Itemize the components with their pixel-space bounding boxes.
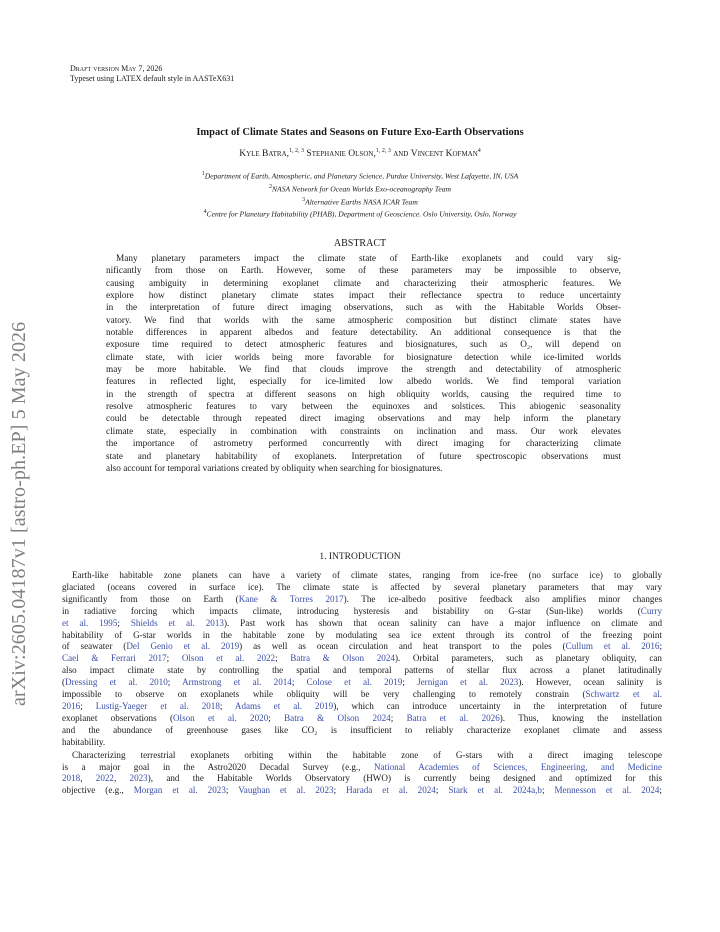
citation-link[interactable]: Del Genio et al. 2019: [126, 641, 240, 652]
abstract-line: vatory. We find that worlds with the same atmospheric composition but distinct climate states have: [106, 315, 621, 326]
body-text: also impact climate state by controlling the spatial and temporal patterns of stellar flux across a planet latitudinally: [62, 665, 662, 676]
body-text: and the abundance of greenhouse gases like CO₂ is insufficient to reliably characterize exoplanet climate and assess: [62, 724, 662, 735]
text-line: [62, 641, 662, 653]
section-heading-introduction: 1. INTRODUCTION: [319, 552, 401, 562]
abstract-line: climate state, with icier worlds being more favorable for biosignature detection while ice-limited worlds: [106, 352, 621, 363]
abstract-line: resolve atmospheric features to vary between the equinoxes and solstices. This abiogenic seasonality: [106, 402, 621, 413]
body-text: ;: [435, 785, 449, 796]
citation-link[interactable]: Schwartz et al.: [585, 689, 663, 700]
author-name[interactable]: Vincent Kofman: [410, 149, 478, 160]
affiliation-number: 2: [268, 183, 272, 190]
body-text: glaciated (oceans covered in surface ice). The climate state is affected by several planetary parameters that may vary: [62, 581, 662, 592]
body-text: of seawater (: [62, 641, 127, 652]
text-line: [62, 785, 662, 797]
citation-link[interactable]: Olson et al. 2022: [181, 653, 276, 664]
citation-link[interactable]: 2018: [62, 773, 81, 784]
text-line: [62, 665, 662, 677]
body-text: ;: [402, 677, 418, 688]
author-affiliation-marks: 1, 2, 3: [289, 148, 305, 154]
text-line: [62, 594, 662, 606]
text-line: [62, 689, 662, 701]
text-line: [62, 606, 662, 618]
affiliation-number: 1: [201, 171, 205, 177]
draft-version-line: Draft version May 7, 2026: [70, 64, 163, 73]
text-line: [62, 737, 662, 749]
affiliation-number: 3: [302, 196, 306, 203]
body-text: ). Thus, knowing the instellation: [499, 712, 662, 723]
affiliation-line: [0, 169, 720, 182]
citation-link[interactable]: Mennesson et al. 2024: [554, 785, 660, 796]
citation-link[interactable]: 2016: [62, 700, 81, 711]
text-line: [62, 750, 662, 762]
abstract-line: also account for temporal variations created by obliquity when searching for biosignatures.: [106, 463, 443, 474]
body-text: ;: [659, 785, 662, 796]
abstract-line: explore how distinct planetary climate states impact their reflectance spectra to reduce uncertainty: [106, 291, 621, 302]
text-line: [62, 773, 662, 785]
abstract-line: exposure time required to detect atmospheric features and biosignatures, such as O₂, will depend on: [106, 340, 621, 351]
citation-link[interactable]: Cael & Ferrari 2017: [62, 653, 167, 664]
body-text: ). Past work has shown that ocean salinity can have a major influence on climate and: [223, 617, 662, 628]
text-line: [62, 630, 662, 642]
citation-link[interactable]: Olson et al. 2020: [172, 712, 269, 723]
body-text: ). However, ocean salinity is: [518, 677, 662, 688]
text-line: [62, 582, 662, 594]
citation-link[interactable]: Harada et al. 2024: [346, 785, 436, 796]
body-text: ;: [117, 617, 131, 628]
body-text: habitability of G-star worlds in the habitable zone by modulating sea ice extent through its control of the freezing point: [62, 629, 662, 640]
affiliation-line: [0, 195, 720, 208]
abstract-line: Many planetary parameters impact the climate state of Earth-like exoplanets and could vary sig-: [116, 254, 621, 264]
abstract-line: state and planetary habitability of exoplanets. Interpretation of future spectroscopic observations must: [106, 451, 621, 462]
body-text: ;: [166, 653, 182, 664]
citation-link[interactable]: Batra et al. 2026: [406, 712, 500, 723]
abstract-line: in the interpretation of future direct imaging observations, such as with the Habitable Worlds Obser-: [106, 303, 621, 314]
body-text: Characterizing terrestrial exoplanets orbiting within the habitable zone of G-stars with a direct imaging telescope: [72, 749, 662, 760]
draft-header: [70, 64, 234, 84]
body-text: impossible to observe on exoplanets while obliquity will be very challenging to remotely constrain (: [62, 689, 586, 700]
abstract-line: climate state, especially in combination with constraints on inclination and mass. Our work elevates: [106, 426, 621, 437]
affiliation-text: Department of Earth, Atmospheric, and Planetary Science, Purdue University, West Lafayette, IN, USA: [204, 171, 519, 181]
body-text: ,: [113, 773, 130, 784]
body-text: ;: [390, 712, 407, 723]
citation-link[interactable]: Batra & Olson 2024: [290, 653, 395, 664]
affiliation-line: [0, 182, 720, 195]
text-line: [62, 677, 662, 689]
body-text: ;: [219, 700, 235, 711]
author-name[interactable]: Stephanie Olson,: [306, 149, 376, 160]
citation-link[interactable]: Morgan et al. 2023: [133, 785, 226, 796]
text-line: [62, 701, 662, 713]
body-text: objective (e.g.,: [62, 785, 134, 796]
paper-title: Impact of Climate States and Seasons on Future Exo-Earth Observations: [196, 127, 524, 138]
body-text: ;: [333, 785, 347, 796]
citation-link[interactable]: Stark et al. 2024a,b: [448, 785, 542, 796]
body-text: habitability.: [62, 736, 106, 747]
affiliation-text: NASA Network for Ocean Worlds Exo-oceanography Team: [271, 184, 451, 194]
introduction-paragraph: [62, 750, 662, 798]
citation-link[interactable]: Armstrong et al. 2014: [182, 677, 292, 688]
text-line: [62, 618, 662, 630]
citation-link[interactable]: National Academies of Sciences, Engineering, and Medicine: [373, 761, 662, 772]
citation-link[interactable]: Colose et al. 2019: [306, 677, 403, 688]
introduction-body: [62, 570, 662, 797]
text-line: [62, 570, 662, 582]
citation-link[interactable]: Kane & Torres 2017: [238, 593, 344, 604]
affiliations: [0, 169, 720, 220]
author-affiliation-marks: 4: [477, 148, 481, 154]
citation-link[interactable]: Dressing et al. 2010: [65, 677, 168, 688]
citation-link[interactable]: et al. 1995: [62, 617, 118, 628]
affiliation-text: Centre for Planetary Habitability (PHAB), Department of Geoscience. Oslo University, Oslo, Norway: [206, 210, 517, 220]
body-text: (: [62, 677, 66, 688]
body-text: ,: [80, 773, 96, 784]
text-line: [62, 653, 662, 665]
abstract-line: may be more habitable. We find that clouds improve the strength and detectability of atmospheric: [106, 365, 621, 376]
body-text: ;: [80, 700, 96, 711]
body-text: ;: [291, 677, 307, 688]
text-line: [62, 762, 662, 774]
citation-link[interactable]: Batra & Olson 2024: [284, 712, 391, 723]
body-text: ;: [225, 785, 239, 796]
body-text: ), and the Habitable Worlds Observatory (HWO) is currently being designed and optimized for this: [147, 773, 663, 784]
abstract-line: notable differences in apparent albedos and feature detectability. An additional consequence is that the: [106, 328, 621, 339]
text-line: [62, 713, 662, 725]
citation-link[interactable]: Adams et al. 2019: [234, 700, 334, 711]
body-text: significantly from those on Earth (: [62, 593, 239, 604]
author-conjunction: and: [393, 149, 409, 160]
text-line: [62, 725, 662, 737]
abstract-line: in the strength of spectra at different seasons on high obliquity worlds, causing the required time to: [106, 389, 621, 400]
typeset-line: Typeset using LATEX default style in AASTeX631: [70, 74, 235, 83]
citation-link[interactable]: 2023: [129, 773, 148, 784]
affiliation-line: [0, 207, 720, 220]
citation-link[interactable]: Cullum et al. 2016: [565, 641, 660, 652]
abstract-body: [106, 253, 621, 475]
citation-link[interactable]: Vaughan et al. 2023: [238, 785, 334, 796]
citation-link[interactable]: Jernigan et al. 2023: [417, 677, 519, 688]
body-text: ;: [268, 712, 285, 723]
body-text: ;: [541, 785, 555, 796]
body-text: is a major goal in the Astro2020 Decadal Survey (e.g.,: [62, 761, 374, 772]
abstract-line: the importance of astrometry performed concurrently with direct imaging for characterizing climate: [106, 439, 621, 450]
body-text: ;: [659, 641, 662, 652]
author-affiliation-marks: 1, 2, 3: [375, 148, 391, 154]
arxiv-identifier-stamp[interactable]: arXiv:2605.04187v1 [astro-ph.EP] 5 May 2026: [8, 321, 30, 706]
body-text: ) as well as ocean circulation and heat transport to the poles (: [239, 641, 566, 652]
body-text: ;: [167, 677, 183, 688]
citation-link[interactable]: Shields et al. 2013: [130, 617, 224, 628]
abstract-line: could be detectable through repeated direct imaging observations and may help inform the planetary: [106, 414, 621, 425]
citation-link[interactable]: 2022: [95, 773, 114, 784]
abstract-line: features in reflected light, especially for ice-limited low albedo worlds. We find temporal variation: [106, 377, 621, 388]
citation-link[interactable]: Lustig-Yaeger et al. 2018: [95, 700, 220, 711]
abstract-heading: ABSTRACT: [333, 238, 387, 249]
affiliation-text: Alternative Earths NASA ICAR Team: [305, 197, 418, 207]
body-text: ). The ice-albedo positive feedback also amplifies minor changes: [343, 593, 663, 604]
abstract-line: nificantly from those on Earth. However, some of these parameters may be impossible to observe,: [106, 266, 621, 277]
body-text: ). Orbital parameters, such as planetary obliquity, can: [394, 653, 662, 664]
abstract-line: causing ambiguity in determining exoplanet climate and characterizing their atmospheric features. We: [106, 278, 621, 289]
author-name[interactable]: Kyle Batra,: [239, 149, 290, 160]
body-text: ), which can introduce uncertainty in the interpretation of future: [333, 700, 662, 711]
author-list: [0, 148, 720, 159]
affiliation-number: 4: [203, 209, 207, 216]
citation-link[interactable]: Curry: [640, 605, 662, 616]
body-text: in radiative forcing which impacts climate, introducing hysteresis and bistability on G-star (Sun-like) worlds (: [62, 605, 641, 616]
introduction-paragraph: [62, 570, 662, 749]
body-text: Earth-like habitable zone planets can have a variety of climate states, ranging from ice-free (no surface ice) to globally: [72, 570, 662, 580]
body-text: exoplanet observations (: [62, 712, 173, 723]
body-text: ;: [275, 653, 291, 664]
